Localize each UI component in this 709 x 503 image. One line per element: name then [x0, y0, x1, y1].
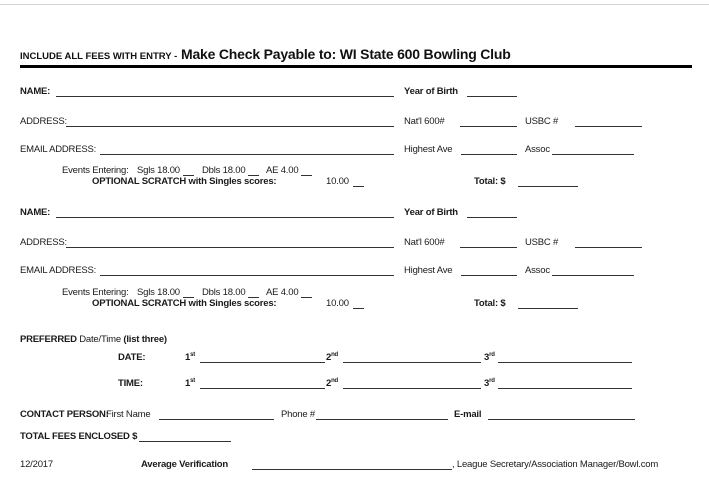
nat600-field[interactable] [460, 126, 517, 127]
date-2-field[interactable] [343, 362, 481, 363]
phone-label: Phone # [281, 409, 315, 420]
first-name-field[interactable] [159, 419, 274, 420]
sgls-label: Sgls 18.00 [137, 165, 180, 176]
ae-field[interactable] [301, 175, 312, 176]
time-2-field[interactable] [343, 388, 481, 389]
contact-label: CONTACT PERSON: [20, 409, 109, 420]
scratch-label: OPTIONAL SCRATCH with Singles scores: [92, 176, 277, 187]
heading-title: Make Check Payable to: WI State 600 Bowling Club [180, 46, 511, 62]
dbls-label: Dbls 18.00 [202, 165, 246, 176]
scratch-label: OPTIONAL SCRATCH with Singles scores: [92, 298, 277, 309]
scratch-fee: 10.00 [326, 298, 349, 309]
name-label: NAME: [20, 86, 51, 97]
ordinal-suffix: st [190, 378, 196, 384]
ordinal-suffix: nd [331, 352, 339, 358]
events-label: Events Entering: [62, 287, 129, 298]
preferred-label-mid: Date/Time [79, 334, 121, 345]
preferred-label [20, 334, 167, 345]
contact-email-label: E-mail [454, 409, 482, 420]
phone-field[interactable] [316, 419, 448, 420]
ae-field[interactable] [301, 297, 312, 298]
email-field[interactable] [100, 154, 394, 155]
avg-verification-label: Average Verification [141, 459, 228, 470]
email-label: EMAIL ADDRESS: [20, 144, 97, 155]
name-field[interactable] [56, 96, 394, 97]
usbc-label: USBC # [525, 116, 559, 127]
assoc-label: Assoc [525, 265, 550, 276]
date-3-ordinal [484, 352, 495, 363]
date-3-field[interactable] [498, 362, 632, 363]
verifier-label: , League Secretary/Association Manager/Bowl.com [452, 459, 659, 470]
heading-prefix: INCLUDE ALL FEES WITH ENTRY - [20, 51, 178, 62]
top-border [0, 4, 709, 5]
birth-label: Year of Birth [404, 207, 458, 218]
form-heading [20, 46, 511, 62]
ae-label: AE 4.00 [266, 165, 299, 176]
first-name-label: First Name [106, 409, 151, 420]
date-2-ordinal [326, 352, 338, 363]
address-field[interactable] [66, 126, 394, 127]
ordinal-num: 1 [185, 378, 191, 390]
total-fees-field[interactable] [139, 441, 231, 442]
scratch-field[interactable] [353, 186, 364, 187]
address-label: ADDRESS: [20, 116, 67, 127]
usbc-field[interactable] [575, 247, 642, 248]
email-field[interactable] [100, 275, 394, 276]
total-label: Total: $ [474, 176, 506, 187]
scratch-field[interactable] [353, 308, 364, 309]
assoc-label: Assoc [525, 144, 550, 155]
ordinal-num: 1 [185, 352, 191, 364]
highest-ave-field[interactable] [461, 275, 517, 276]
nat600-label: Nat'l 600# [404, 237, 445, 248]
address-field[interactable] [66, 247, 394, 248]
date-label: DATE: [118, 352, 146, 363]
highest-ave-label: Highest Ave [404, 265, 453, 276]
time-1-field[interactable] [200, 388, 325, 389]
ae-label: AE 4.00 [266, 287, 299, 298]
heading-rule [20, 65, 692, 68]
ordinal-suffix: nd [331, 378, 339, 384]
time-3-field[interactable] [498, 388, 632, 389]
preferred-label-paren: (list three) [123, 334, 167, 345]
ordinal-suffix: rd [489, 352, 495, 358]
sgls-label: Sgls 18.00 [137, 287, 180, 298]
birth-field[interactable] [467, 96, 517, 97]
nat600-label: Nat'l 600# [404, 116, 445, 127]
ordinal-suffix: st [190, 352, 196, 358]
total-field[interactable] [518, 186, 578, 187]
contact-email-field[interactable] [488, 419, 635, 420]
date-1-ordinal [185, 352, 195, 363]
highest-ave-label: Highest Ave [404, 144, 453, 155]
ordinal-num: 3 [484, 378, 490, 390]
date-1-field[interactable] [200, 362, 325, 363]
total-fees-label: TOTAL FEES ENCLOSED $ [20, 431, 138, 442]
ordinal-num: 2 [326, 378, 332, 390]
assoc-field[interactable] [552, 154, 634, 155]
scratch-fee: 10.00 [326, 176, 349, 187]
birth-field[interactable] [467, 217, 517, 218]
ordinal-num: 2 [326, 352, 332, 364]
time-2-ordinal [326, 378, 338, 389]
email-label: EMAIL ADDRESS: [20, 265, 97, 276]
dbls-label: Dbls 18.00 [202, 287, 246, 298]
usbc-label: USBC # [525, 237, 559, 248]
time-3-ordinal [484, 378, 495, 389]
form-date: 12/2017 [20, 459, 53, 470]
total-label: Total: $ [474, 298, 506, 309]
nat600-field[interactable] [460, 247, 517, 248]
preferred-label-bold: PREFERRED [20, 334, 77, 345]
avg-verification-field[interactable] [252, 469, 452, 470]
highest-ave-field[interactable] [461, 154, 517, 155]
time-label: TIME: [118, 378, 143, 389]
assoc-field[interactable] [552, 275, 634, 276]
usbc-field[interactable] [575, 126, 642, 127]
ordinal-suffix: rd [489, 378, 495, 384]
ordinal-num: 3 [484, 352, 490, 364]
birth-label: Year of Birth [404, 86, 458, 97]
name-label: NAME: [20, 207, 51, 218]
address-label: ADDRESS: [20, 237, 67, 248]
time-1-ordinal [185, 378, 195, 389]
name-field[interactable] [56, 217, 394, 218]
events-label: Events Entering: [62, 165, 129, 176]
total-field[interactable] [518, 308, 578, 309]
